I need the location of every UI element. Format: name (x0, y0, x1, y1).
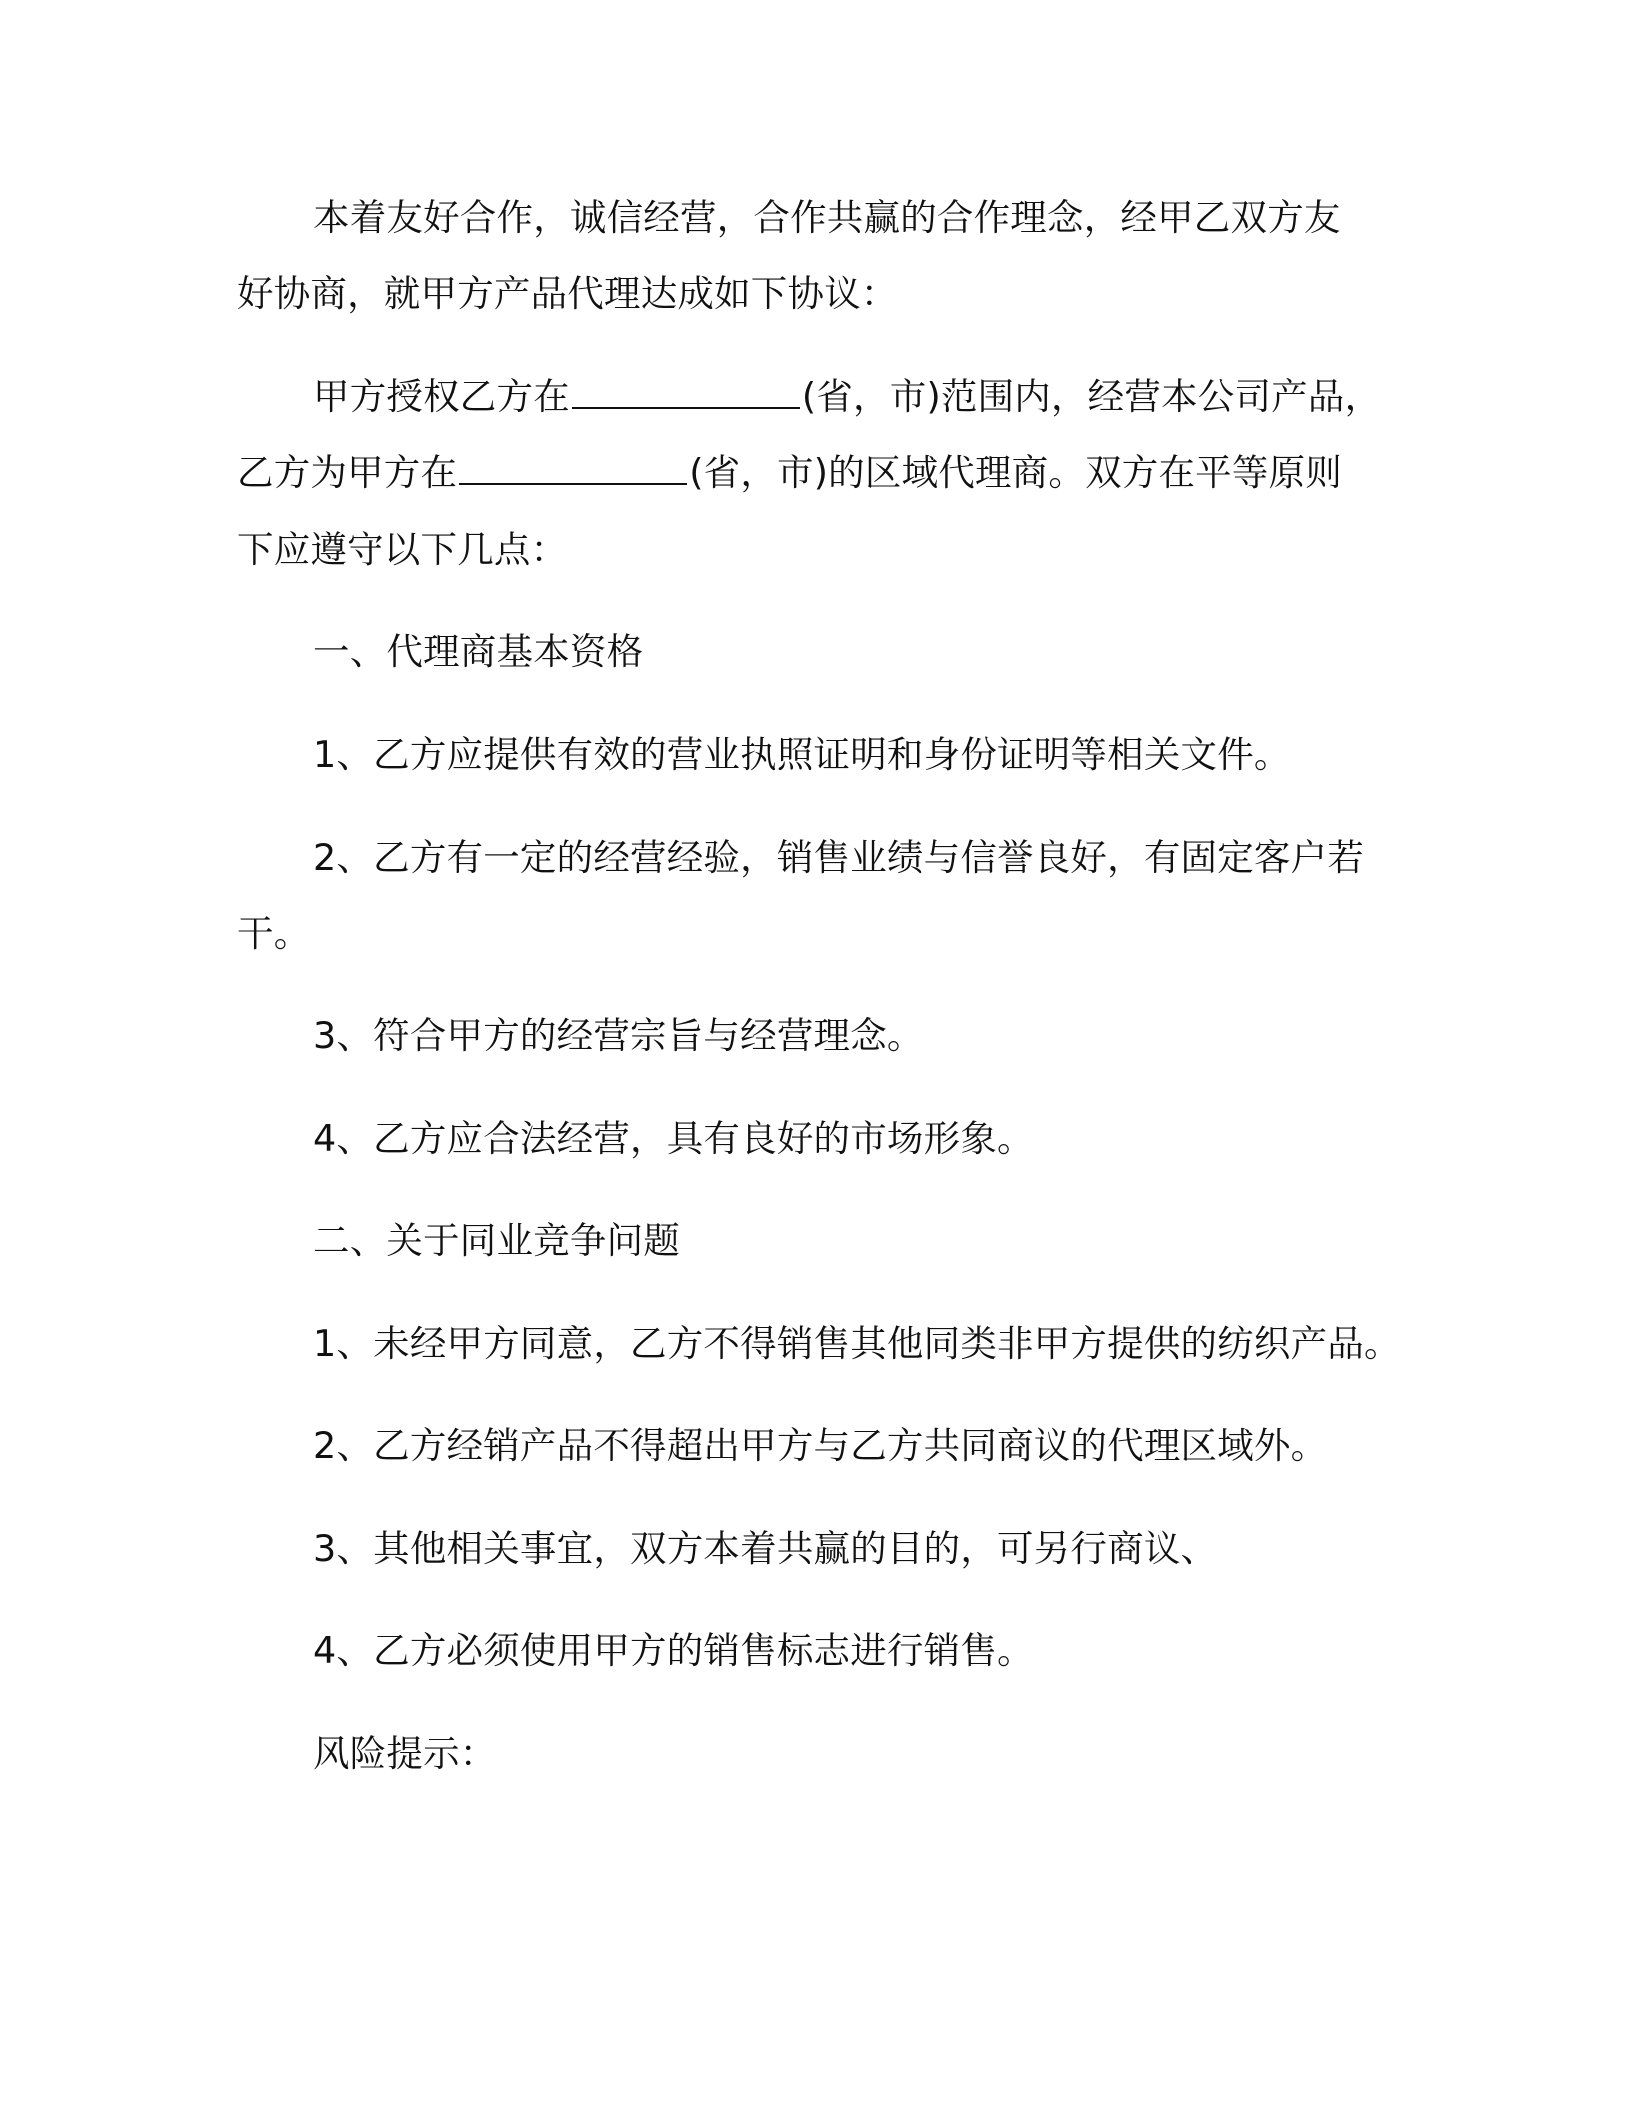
authorization-text-after-blank-1: (省，市)范围内，经营本公司产品， (801, 375, 1382, 418)
section-2-heading: 二、关于同业竞争问题 (313, 1219, 680, 1262)
authorization-line-1 (313, 373, 1381, 421)
authorization-text-after-blank-2: (省，市)的区域代理商。双方在平等原则 (689, 451, 1342, 494)
authorization-text-before-blank-1: 甲方授权乙方在 (313, 375, 570, 418)
section-2-item-3: 3、其他相关事宜，双方本着共赢的目的，可另行商议、 (313, 1527, 1218, 1570)
authorization-text-before-blank-2: 乙方为甲方在 (237, 451, 458, 494)
section-1-item-2-line-1: 2、乙方有一定的经营经验，销售业绩与信誉良好，有固定客户若 (313, 836, 1365, 879)
section-1-heading: 一、代理商基本资格 (313, 630, 644, 673)
risk-heading: 风险提示： (313, 1732, 497, 1775)
authorization-line-3: 下应遵守以下几点： (237, 528, 568, 571)
intro-line-2: 好协商，就甲方产品代理达成如下协议： (237, 272, 898, 315)
section-1-item-2-line-2: 干。 (237, 912, 311, 955)
section-2-item-2: 2、乙方经销产品不得超出甲方与乙方共同商议的代理区域外。 (313, 1424, 1328, 1467)
authorization-line-2 (237, 449, 1342, 497)
province-city-blank-2 (459, 453, 687, 485)
section-2-item-1: 1、未经甲方同意，乙方不得销售其他同类非甲方提供的纺织产品。 (313, 1322, 1401, 1365)
section-1-item-1: 1、乙方应提供有效的营业执照证明和身份证明等相关文件。 (313, 733, 1291, 776)
province-city-blank-1 (572, 377, 800, 409)
section-2-item-4: 4、乙方必须使用甲方的销售标志进行销售。 (313, 1629, 1034, 1672)
section-1-item-3: 3、符合甲方的经营宗旨与经营理念。 (313, 1014, 924, 1057)
intro-line-1: 本着友好合作，诚信经营，合作共赢的合作理念，经甲乙双方友 (313, 196, 1341, 239)
section-1-item-4: 4、乙方应合法经营，具有良好的市场形象。 (313, 1117, 1034, 1160)
